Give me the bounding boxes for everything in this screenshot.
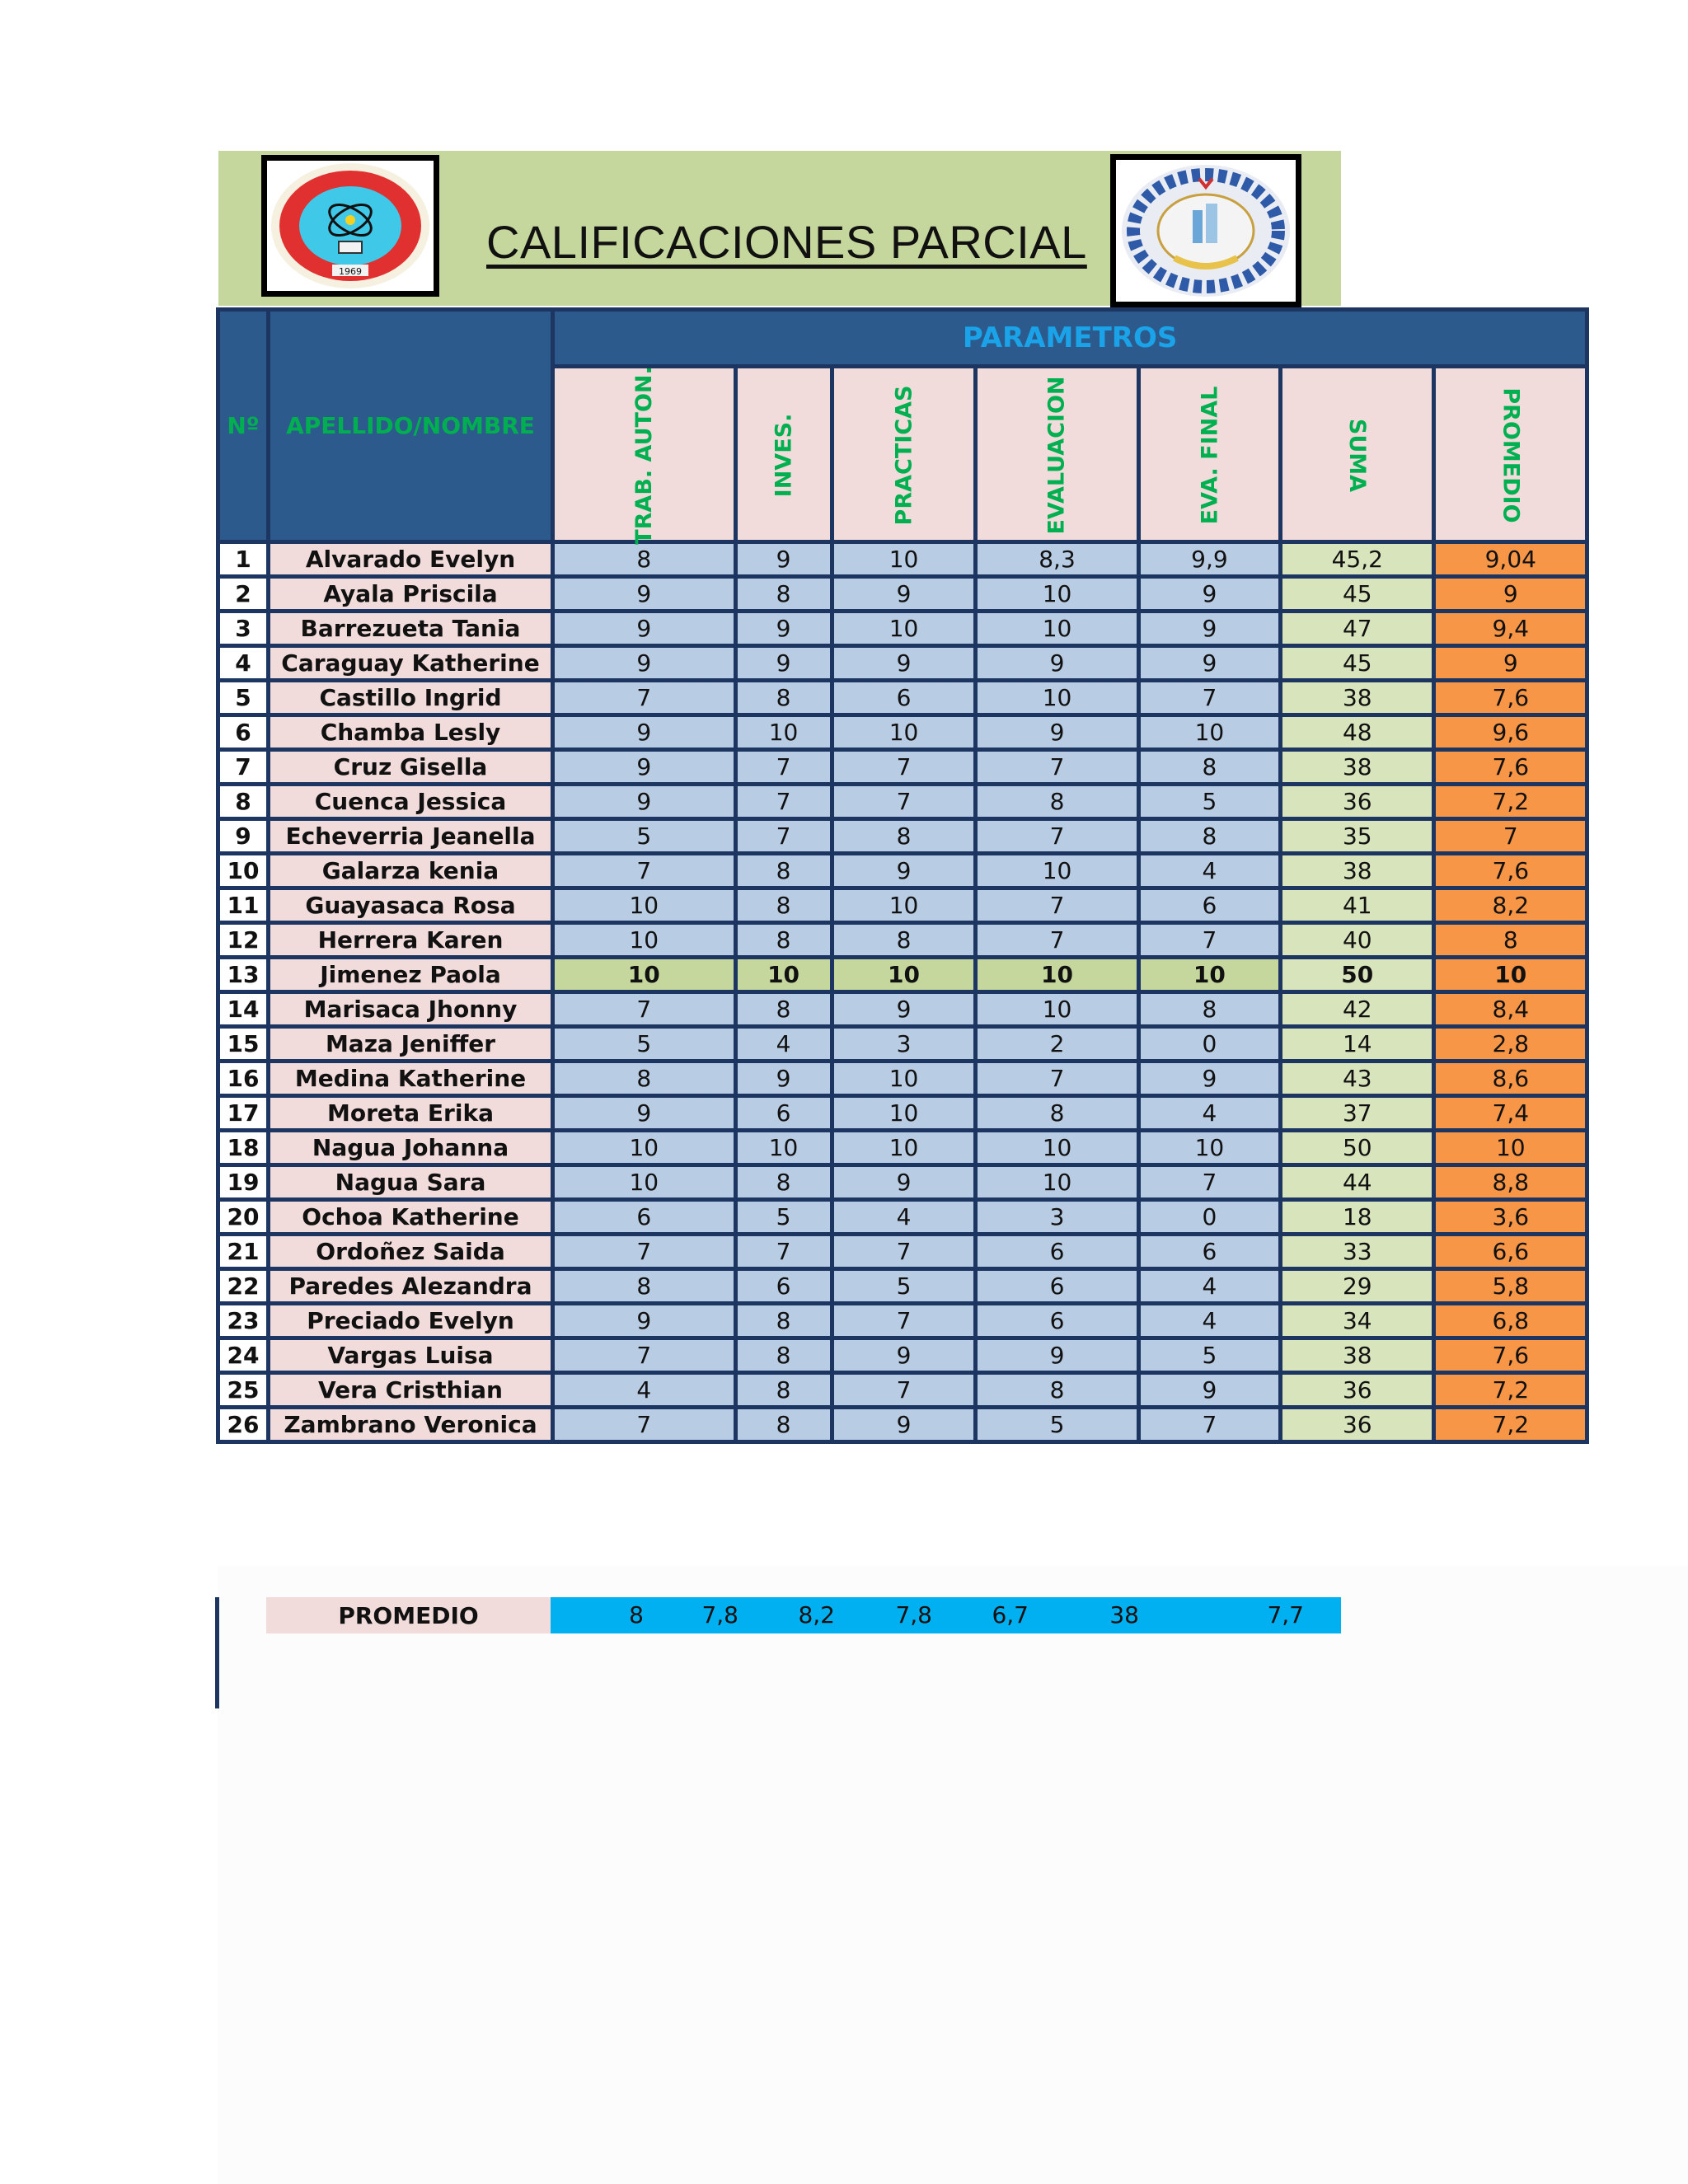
grade-cell: 10: [832, 1131, 976, 1165]
grade-cell: 10: [832, 715, 976, 750]
row-number: 19: [218, 1165, 269, 1200]
row-number: 10: [218, 854, 269, 888]
table-row: [218, 888, 1587, 923]
row-number: 23: [218, 1304, 269, 1338]
row-number: 1: [218, 542, 269, 577]
header-parametros: PARAMETROS: [553, 310, 1587, 367]
header-suma-label: SUMA: [1344, 418, 1371, 492]
header-eva-final-label: EVA. FINAL: [1196, 386, 1222, 524]
header-practicas-label: PRACTICAS: [891, 385, 917, 525]
student-name: Marisaca Jhonny: [269, 992, 553, 1027]
grade-cell: 8: [735, 992, 832, 1027]
grade-cell: 8: [1138, 992, 1281, 1027]
grade-cell: 9: [553, 612, 736, 646]
grade-cell: 8: [553, 542, 736, 577]
suma-cell: 48: [1281, 715, 1434, 750]
grade-cell: 3: [976, 1200, 1138, 1235]
grade-cell: 4: [1138, 854, 1281, 888]
student-name: Nagua Sara: [269, 1165, 553, 1200]
student-name: Ochoa Katherine: [269, 1200, 553, 1235]
grade-cell: 7: [735, 785, 832, 819]
student-name: Nagua Johanna: [269, 1131, 553, 1165]
grade-cell: 10: [976, 681, 1138, 715]
promedio-cell: 7,6: [1434, 854, 1587, 888]
page-background: [218, 1566, 1688, 2184]
grade-cell: 8: [553, 1062, 736, 1096]
grade-cell: 8: [1138, 819, 1281, 854]
grade-cell: 9: [735, 542, 832, 577]
table-row: [218, 542, 1587, 577]
grade-cell: 8: [1138, 750, 1281, 785]
promedio-cell: 7,4: [1434, 1096, 1587, 1131]
grade-cell: 7: [553, 854, 736, 888]
promedio-cell: 10: [1434, 1131, 1587, 1165]
grade-cell: 7: [976, 819, 1138, 854]
header-num: Nº: [218, 310, 269, 542]
promedio-cell: 8,4: [1434, 992, 1587, 1027]
student-name: Chamba Lesly: [269, 715, 553, 750]
average-value: 7,8: [701, 1601, 738, 1629]
student-name: Vera Cristhian: [269, 1373, 553, 1408]
row-number: 22: [218, 1269, 269, 1304]
grade-cell: 8: [976, 1096, 1138, 1131]
grade-cell: 10: [976, 612, 1138, 646]
header-evaluacion-label: EVALUACION: [1044, 375, 1071, 535]
promedio-cell: 2,8: [1434, 1027, 1587, 1062]
row-number: 6: [218, 715, 269, 750]
grade-cell: 9: [553, 715, 736, 750]
row-number: 18: [218, 1131, 269, 1165]
grade-cell: 8: [735, 1304, 832, 1338]
row-number: 26: [218, 1408, 269, 1442]
grade-cell: 7: [832, 1304, 976, 1338]
suma-cell: 33: [1281, 1235, 1434, 1269]
grade-cell: 7: [735, 750, 832, 785]
grade-cell: 8: [976, 1373, 1138, 1408]
grade-cell: 10: [553, 888, 736, 923]
average-value: 8,2: [798, 1601, 835, 1629]
promedio-cell: 10: [1434, 958, 1587, 992]
grade-cell: 0: [1138, 1200, 1281, 1235]
grade-cell: 9: [1138, 612, 1281, 646]
promedio-cell: 6,8: [1434, 1304, 1587, 1338]
grade-cell: 9: [553, 785, 736, 819]
student-name: Barrezueta Tania: [269, 612, 553, 646]
grade-cell: 10: [553, 923, 736, 958]
student-name: Preciado Evelyn: [269, 1304, 553, 1338]
table-row: [218, 1200, 1587, 1235]
suma-cell: 38: [1281, 854, 1434, 888]
grade-cell: 10: [553, 1165, 736, 1200]
grade-cell: 8: [832, 923, 976, 958]
suma-cell: 36: [1281, 1373, 1434, 1408]
table-row: [218, 1304, 1587, 1338]
promedio-cell: 3,6: [1434, 1200, 1587, 1235]
table-row: [218, 577, 1587, 612]
suma-cell: 45,2: [1281, 542, 1434, 577]
promedio-cell: 7,2: [1434, 785, 1587, 819]
grade-cell: 8: [976, 785, 1138, 819]
grade-cell: 8: [735, 681, 832, 715]
suma-cell: 34: [1281, 1304, 1434, 1338]
student-name: Ayala Priscila: [269, 577, 553, 612]
promedio-cell: 8: [1434, 923, 1587, 958]
student-name: Jimenez Paola: [269, 958, 553, 992]
row-number: 14: [218, 992, 269, 1027]
promedio-cell: 7,6: [1434, 681, 1587, 715]
row-number: 5: [218, 681, 269, 715]
row-number: 9: [218, 819, 269, 854]
header-inves-label: INVES.: [771, 413, 797, 497]
suma-cell: 36: [1281, 1408, 1434, 1442]
grade-cell: 4: [553, 1373, 736, 1408]
average-value: 7,7: [1267, 1601, 1304, 1629]
row-number: 24: [218, 1338, 269, 1373]
grade-cell: 5: [976, 1408, 1138, 1442]
suma-cell: 40: [1281, 923, 1434, 958]
grade-cell: 10: [735, 958, 832, 992]
suma-cell: 41: [1281, 888, 1434, 923]
grade-cell: 10: [976, 958, 1138, 992]
grade-cell: 7: [976, 1062, 1138, 1096]
row-number: 21: [218, 1235, 269, 1269]
suma-cell: 29: [1281, 1269, 1434, 1304]
suma-cell: 38: [1281, 1338, 1434, 1373]
promedio-cell: 6,6: [1434, 1235, 1587, 1269]
grade-cell: 7: [553, 1408, 736, 1442]
grade-cell: 5: [553, 1027, 736, 1062]
promedio-cell: 9,04: [1434, 542, 1587, 577]
grade-cell: 9: [553, 750, 736, 785]
average-values-bar: [551, 1597, 1341, 1633]
grade-cell: 7: [553, 681, 736, 715]
promedio-cell: 7,2: [1434, 1408, 1587, 1442]
suma-cell: 42: [1281, 992, 1434, 1027]
suma-cell: 50: [1281, 958, 1434, 992]
row-number: 17: [218, 1096, 269, 1131]
grade-cell: 10: [976, 1165, 1138, 1200]
grade-cell: 4: [1138, 1269, 1281, 1304]
grade-cell: 8: [832, 819, 976, 854]
promedio-cell: 7,6: [1434, 1338, 1587, 1373]
grade-cell: 9: [832, 1165, 976, 1200]
table-row: [218, 785, 1587, 819]
table-row: [218, 1338, 1587, 1373]
row-number: 20: [218, 1200, 269, 1235]
row-number: 2: [218, 577, 269, 612]
student-name: Zambrano Veronica: [269, 1408, 553, 1442]
table-row: [218, 1373, 1587, 1408]
grade-cell: 8: [735, 1338, 832, 1373]
student-name: Moreta Erika: [269, 1096, 553, 1131]
grade-cell: 10: [735, 715, 832, 750]
grade-cell: 7: [976, 923, 1138, 958]
grade-cell: 7: [735, 1235, 832, 1269]
grade-cell: 5: [832, 1269, 976, 1304]
promedio-cell: 8,8: [1434, 1165, 1587, 1200]
suma-cell: 35: [1281, 819, 1434, 854]
suma-cell: 45: [1281, 577, 1434, 612]
grade-cell: 9: [553, 1304, 736, 1338]
grade-cell: 9: [1138, 577, 1281, 612]
header-trab-auton: [553, 365, 736, 545]
header-inves: [735, 367, 832, 542]
average-row: [266, 1597, 1341, 1633]
grade-cell: 7: [1138, 923, 1281, 958]
table-row: [218, 1269, 1587, 1304]
grade-cell: 8: [735, 888, 832, 923]
header-practicas: [832, 367, 976, 542]
student-name: Paredes Alezandra: [269, 1269, 553, 1304]
grade-cell: 9: [832, 1408, 976, 1442]
suma-cell: 45: [1281, 646, 1434, 681]
table-row: [218, 958, 1587, 992]
grade-cell: 10: [832, 1096, 976, 1131]
student-name: Cuenca Jessica: [269, 785, 553, 819]
grade-cell: 10: [832, 888, 976, 923]
row-number: 7: [218, 750, 269, 785]
grade-cell: 10: [976, 577, 1138, 612]
promedio-cell: 5,8: [1434, 1269, 1587, 1304]
grade-cell: 0: [1138, 1027, 1281, 1062]
table-row: [218, 992, 1587, 1027]
grade-cell: 10: [976, 992, 1138, 1027]
grade-cell: 6: [1138, 1235, 1281, 1269]
suma-cell: 14: [1281, 1027, 1434, 1062]
grade-cell: 6: [832, 681, 976, 715]
grade-cell: 10: [832, 542, 976, 577]
left-border-bar: [215, 1597, 219, 1708]
grade-cell: 10: [832, 1062, 976, 1096]
grade-cell: 9: [735, 612, 832, 646]
grade-cell: 7: [832, 1235, 976, 1269]
promedio-cell: 9,4: [1434, 612, 1587, 646]
grade-cell: 9: [832, 992, 976, 1027]
grade-cell: 7: [976, 750, 1138, 785]
average-value: 6,7: [992, 1601, 1029, 1629]
grade-cell: 10: [832, 612, 976, 646]
promedio-cell: 8,2: [1434, 888, 1587, 923]
header-promedio: [1434, 367, 1587, 542]
student-name: Castillo Ingrid: [269, 681, 553, 715]
grade-cell: 10: [553, 1131, 736, 1165]
grade-cell: 7: [832, 785, 976, 819]
average-value: 8: [629, 1601, 644, 1629]
grade-cell: 9: [1138, 1062, 1281, 1096]
table-row: [218, 1062, 1587, 1096]
grade-cell: 5: [553, 819, 736, 854]
grade-cell: 5: [735, 1200, 832, 1235]
grade-cell: 7: [832, 1373, 976, 1408]
table-row: [218, 854, 1587, 888]
row-number: 25: [218, 1373, 269, 1408]
suma-cell: 47: [1281, 612, 1434, 646]
table-row: [218, 1165, 1587, 1200]
student-name: Herrera Karen: [269, 923, 553, 958]
grade-cell: 6: [735, 1269, 832, 1304]
university-seal-logo: [261, 155, 439, 297]
suma-cell: 38: [1281, 750, 1434, 785]
grade-cell: 6: [976, 1269, 1138, 1304]
table-row: [218, 1027, 1587, 1062]
grade-cell: 10: [735, 1131, 832, 1165]
student-name: Guayasaca Rosa: [269, 888, 553, 923]
grade-cell: 9: [832, 577, 976, 612]
grade-cell: 8: [553, 1269, 736, 1304]
grade-cell: 10: [1138, 958, 1281, 992]
grade-cell: 10: [1138, 715, 1281, 750]
grade-cell: 5: [1138, 785, 1281, 819]
grade-cell: 6: [976, 1235, 1138, 1269]
grade-cell: 9: [976, 715, 1138, 750]
grade-cell: 7: [553, 1235, 736, 1269]
grade-cell: 7: [1138, 681, 1281, 715]
grade-cell: 7: [553, 992, 736, 1027]
grade-cell: 8: [735, 923, 832, 958]
grade-cell: 8: [735, 854, 832, 888]
seal-year: 1969: [339, 266, 362, 277]
grade-cell: 10: [1138, 1131, 1281, 1165]
grade-cell: 4: [832, 1200, 976, 1235]
suma-cell: 44: [1281, 1165, 1434, 1200]
average-label: PROMEDIO: [266, 1597, 551, 1633]
promedio-cell: 8,6: [1434, 1062, 1587, 1096]
table-row: [218, 612, 1587, 646]
grade-cell: 10: [976, 854, 1138, 888]
table-row: [218, 923, 1587, 958]
grades-table: [216, 307, 1589, 1444]
promedio-cell: 9: [1434, 646, 1587, 681]
student-name: Galarza kenia: [269, 854, 553, 888]
header-eva-final: [1138, 367, 1281, 542]
grade-cell: 3: [832, 1027, 976, 1062]
grade-cell: 4: [1138, 1096, 1281, 1131]
header-band: [218, 151, 1341, 306]
grade-cell: 4: [1138, 1304, 1281, 1338]
grade-cell: 9: [1138, 646, 1281, 681]
grade-cell: 2: [976, 1027, 1138, 1062]
promedio-cell: 7,2: [1434, 1373, 1587, 1408]
header-trab-auton-label: TRAB. AUTON.: [631, 365, 657, 545]
grade-cell: 10: [976, 1131, 1138, 1165]
grade-cell: 7: [1138, 1165, 1281, 1200]
grade-cell: 9,9: [1138, 542, 1281, 577]
grade-cell: 9: [832, 854, 976, 888]
table-row: [218, 819, 1587, 854]
grade-cell: 8: [735, 1408, 832, 1442]
table-row: [218, 1131, 1587, 1165]
row-number: 11: [218, 888, 269, 923]
grade-cell: 9: [553, 577, 736, 612]
row-number: 8: [218, 785, 269, 819]
grade-cell: 8: [735, 1165, 832, 1200]
table-row: [218, 681, 1587, 715]
suma-cell: 38: [1281, 681, 1434, 715]
average-value: 7,8: [895, 1601, 932, 1629]
grade-cell: 10: [553, 958, 736, 992]
header-suma: [1281, 367, 1434, 542]
grade-cell: 7: [735, 819, 832, 854]
row-number: 15: [218, 1027, 269, 1062]
grade-cell: 9: [976, 646, 1138, 681]
suma-cell: 37: [1281, 1096, 1434, 1131]
row-number: 12: [218, 923, 269, 958]
grade-cell: 7: [553, 1338, 736, 1373]
row-number: 13: [218, 958, 269, 992]
grade-cell: 4: [735, 1027, 832, 1062]
row-number: 4: [218, 646, 269, 681]
table-row: [218, 646, 1587, 681]
student-name: Cruz Gisella: [269, 750, 553, 785]
grade-cell: 9: [735, 1062, 832, 1096]
row-number: 3: [218, 612, 269, 646]
grade-cell: 7: [976, 888, 1138, 923]
student-name: Caraguay Katherine: [269, 646, 553, 681]
row-number: 16: [218, 1062, 269, 1096]
student-name: Maza Jeniffer: [269, 1027, 553, 1062]
grade-cell: 6: [1138, 888, 1281, 923]
grade-cell: 6: [553, 1200, 736, 1235]
table-row: [218, 1408, 1587, 1442]
student-name: Ordoñez Saida: [269, 1235, 553, 1269]
student-name: Medina Katherine: [269, 1062, 553, 1096]
promedio-cell: 7,6: [1434, 750, 1587, 785]
grade-cell: 6: [735, 1096, 832, 1131]
suma-cell: 36: [1281, 785, 1434, 819]
student-name: Echeverria Jeanella: [269, 819, 553, 854]
grade-cell: 8: [735, 577, 832, 612]
grade-cell: 9: [832, 646, 976, 681]
grade-cell: 5: [1138, 1338, 1281, 1373]
header-promedio-label: PROMEDIO: [1498, 387, 1524, 523]
suma-cell: 43: [1281, 1062, 1434, 1096]
grade-cell: 9: [976, 1338, 1138, 1373]
grade-cell: 9: [832, 1338, 976, 1373]
promedio-cell: 7: [1434, 819, 1587, 854]
grade-cell: 9: [1138, 1373, 1281, 1408]
suma-cell: 18: [1281, 1200, 1434, 1235]
student-name: Alvarado Evelyn: [269, 542, 553, 577]
grade-cell: 9: [553, 1096, 736, 1131]
table-row: [218, 1235, 1587, 1269]
header-evaluacion: [976, 367, 1138, 542]
grade-cell: 10: [832, 958, 976, 992]
suma-cell: 50: [1281, 1131, 1434, 1165]
average-value: 38: [1109, 1601, 1139, 1629]
grade-cell: 7: [1138, 1408, 1281, 1442]
grade-cell: 9: [735, 646, 832, 681]
header-name: APELLIDO/NOMBRE: [269, 310, 553, 542]
promedio-cell: 9,6: [1434, 715, 1587, 750]
table-row: [218, 715, 1587, 750]
student-name: Vargas Luisa: [269, 1338, 553, 1373]
grade-cell: 6: [976, 1304, 1138, 1338]
grade-cell: 9: [553, 646, 736, 681]
table-row: [218, 750, 1587, 785]
grade-cell: 8: [735, 1373, 832, 1408]
table-row: [218, 1096, 1587, 1131]
promedio-cell: 9: [1434, 577, 1587, 612]
faculty-emblem-logo: [1110, 154, 1301, 307]
page-title: CALIFICACIONES PARCIAL: [486, 216, 1087, 268]
grade-cell: 7: [832, 750, 976, 785]
grade-cell: 8,3: [976, 542, 1138, 577]
